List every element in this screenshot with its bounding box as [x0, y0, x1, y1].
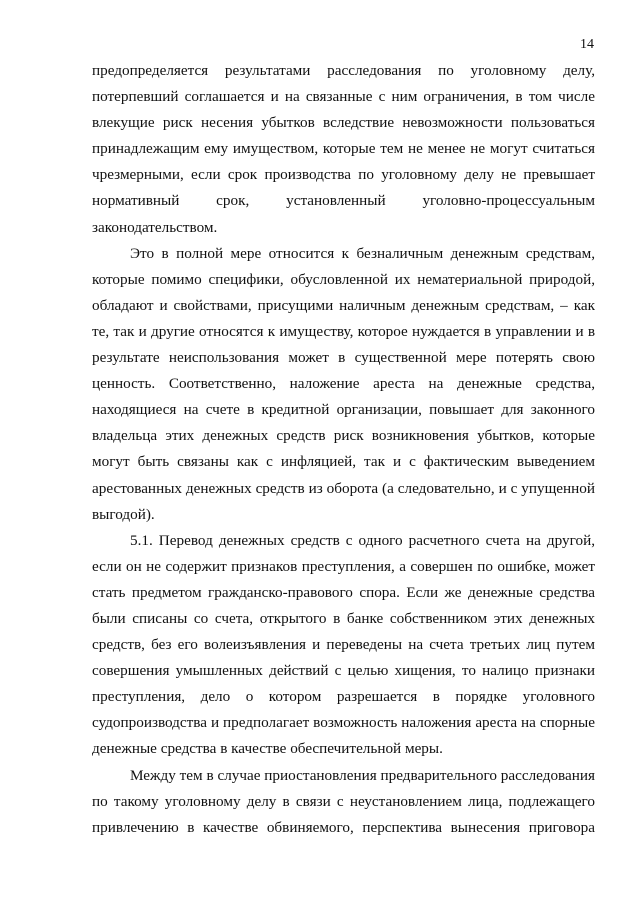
- paragraph-continuation: предопределяется результатами расследования по уголовному делу, потерпевший соглашается и на связанные с ним ограничения, в том числе влекущие риск несения убытков вследствие невозможности пользоваться принадлежащим ему имуществом, которые тем не менее не могут считаться чрезмерными, если срок производства по уголовному делу не превышает нормативный срок, установленный уголовно-процессуальным законодательством.: [92, 62, 595, 236]
- paragraph-5-1-transfer: 5.1. Перевод денежных средств с одного расчетного счета на другой, если он не содержит признаков преступления, а совершен по ошибке, может стать предметом гражданско-правового спора. Если же денежные средства были списаны со счета, открытого в банке собственником этих денежных средств, без его волеизъявления и переведены на счета третьих лиц путем совершения умышленных действий с целью хищения, то налицо признаки преступления, дело о котором разрешается в порядке уголовного судопроизводства и предполагает возможность наложения ареста на спорные денежные средства в качестве обеспечительной меры.: [92, 531, 595, 758]
- paragraph-cashless-funds: Это в полной мере относится к безналичным денежным средствам, которые помимо специфики, обусловленной их нематериальной природой, обладают и свойствами, присущими наличным денежным средствам, – как те, так и другие относятся к имуществу, которое нуждается в управлении и в результате неиспользования может в существенной мере потерять свою ценность. Соответственно, наложение ареста на денежные средства, находящиеся на счете в кредитной организации, повышает для законного владельца этих денежных средств риск возникновения убытков, которые могут быть связаны как с инфляцией, так и с фактическим выведением арестованных денежных средств из оборота (а следовательно, и с упущенной выгодой).: [92, 244, 595, 523]
- document-body: [92, 58, 595, 841]
- page-number: 14: [580, 37, 594, 52]
- paragraph-suspension: Между тем в случае приостановления предварительного расследования по такому уголовному делу в связи с неустановлением лица, подлежащего привлечению в качестве обвиняемого, перспектива вынесения приговора: [92, 766, 595, 836]
